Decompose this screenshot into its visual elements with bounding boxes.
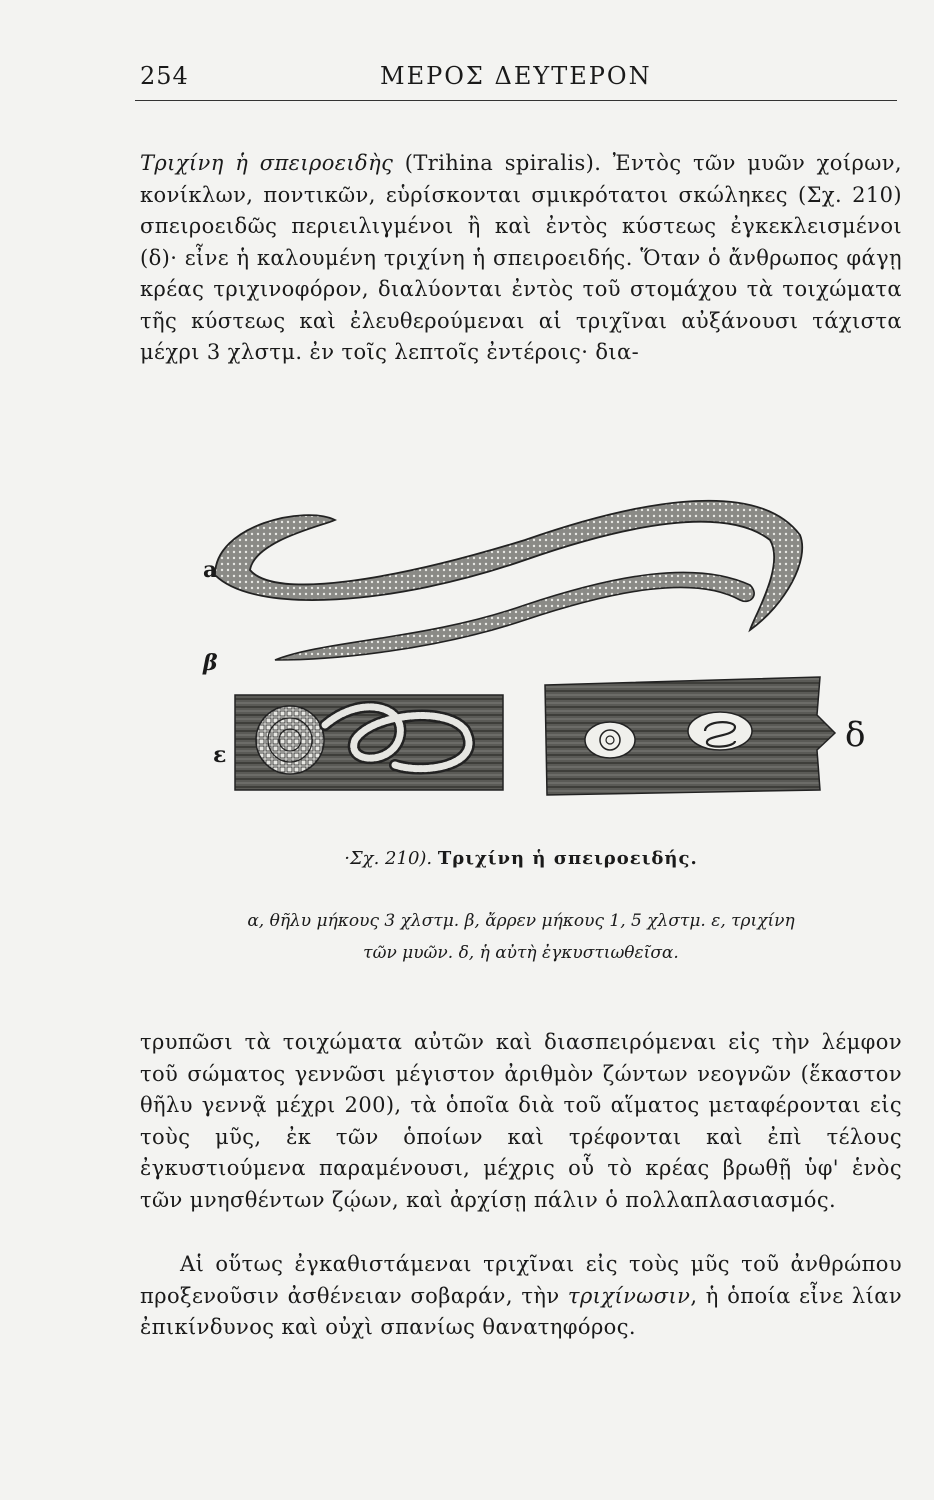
cyst-right (688, 712, 752, 750)
figure-caption (140, 848, 902, 869)
paragraph-1-lead: Τριχίνη ἡ σπειροειδὴς (140, 151, 394, 175)
figure-210 (195, 465, 865, 815)
page-number: 254 (140, 62, 189, 90)
trichina-illustration (195, 465, 865, 815)
paragraph-3-term: τριχίνωσιν (567, 1283, 691, 1308)
figure-legend-line-1: α, θῆλυ μήκους 3 χλστμ. β, ἄρρεν μήκους 1, 5 χλστμ. ε, τριχίνη (247, 911, 795, 931)
page-header (140, 62, 905, 102)
figure-legend (140, 905, 902, 969)
figure-caption-number: ·Σχ. 210). (344, 848, 433, 869)
figure-caption-title: Τριχίνη ἡ σπειροειδής. (437, 848, 698, 869)
paragraph-3-text-start: Αἱ οὕτως ἐγκαθιστάμεναι τριχῖναι εἰς τοὺς μῦς τοῦ ἀνθρώπου προξενοῦσιν ἀσθένειαν σοβαράν, τὴν (140, 1252, 902, 1308)
figure-label-b: β (203, 650, 218, 676)
figure-legend-line-2: τῶν μυῶν. δ, ἡ αὐτὴ ἐγκυστιωθεῖσα. (363, 943, 679, 963)
figure-label-a: a (203, 557, 218, 583)
figure-label-d: δ (845, 715, 866, 755)
cyst-left (585, 722, 635, 758)
paragraph-1 (140, 148, 902, 369)
paragraph-3 (140, 1249, 902, 1344)
paragraph-3-text-end: , ἡ ὁποία εἶνε λίαν ἐπικίνδυνος καὶ οὐχὶ σπανίως θανατηφόρος. (140, 1283, 902, 1339)
running-title: ΜΕΡΟΣ ΔΕΥΤΕΡΟΝ (380, 62, 652, 90)
paragraph-2: τρυπῶσι τὰ τοιχώματα αὐτῶν καὶ διασπειρόμεναι εἰς τὴν λέμφον τοῦ σώματος γεννῶσι μέγιστον ἀριθμὸν ζώντων νεογνῶν (ἕκαστον θῆλυ γεννᾷ μέχρι 200), τὰ ὁποῖα διὰ τοῦ αἵματος μεταφέρονται εἰς τοὺς μῦς, ἐκ τῶν ὁποίων καὶ τρέφονται καὶ ἐπὶ τέλους ἐγκυστιούμενα παραμένουσι, μέχρις οὗ τὸ κρέας βρωθῇ ὑφ' ἑνὸς τῶν μνησθέντων ζῴων, καὶ ἀρχίσῃ πάλιν ὁ πολλαπλασιασμός. (140, 1030, 902, 1212)
figure-label-e: ε (213, 742, 227, 768)
header-rule (135, 100, 897, 101)
paragraph-1-text: (Trihina spiralis). Ἐντὸς τῶν μυῶν χοίρων, κονίκλων, ποντικῶν, εὑρίσκονται σμικρότατοι σκώληκες (Σχ. 210) σπειροειδῶς περιειλιγμένοι ἢ καὶ ἐντὸς κύστεως ἐγκεκλεισμένοι (δ)· εἶνε ἡ καλουμένη τριχίνη ἡ σπειροειδής. Ὅταν ὁ ἄνθρωπος φάγῃ κρέας τριχινοφόρον, διαλύονται ἐντὸς τοῦ στομάχου τὰ τοιχώματα τῆς κύστεως καὶ ἐλευθερούμεναι αἱ τριχῖναι αὐξάνουσι τάχιστα μέχρι 3 χλστμ. ἐν τοῖς λεπτοῖς ἐντέροις· δια- (140, 151, 902, 364)
